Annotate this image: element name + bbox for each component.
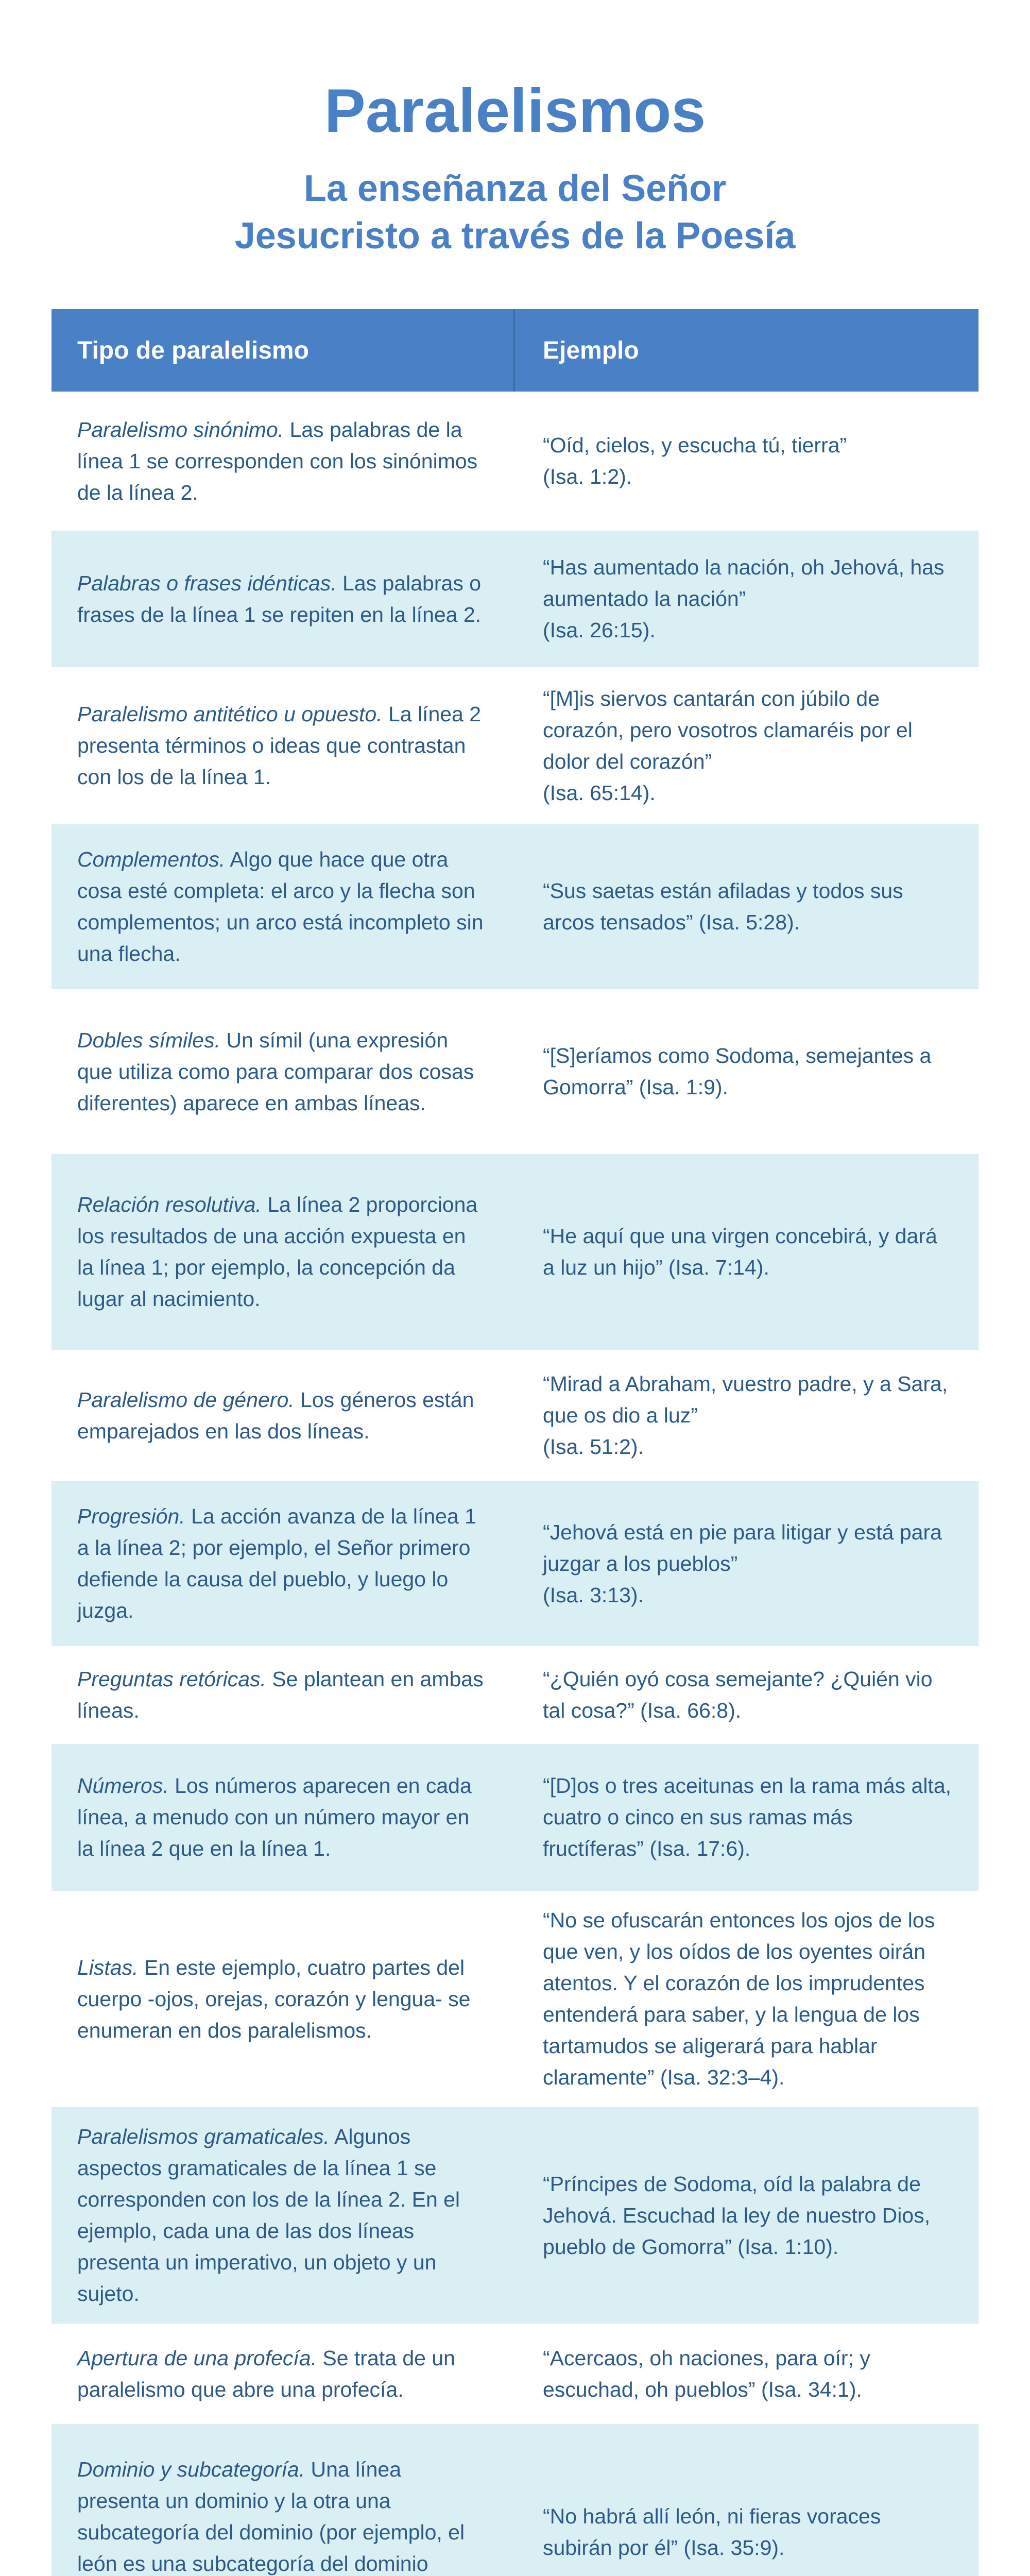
- column-header-type: Tipo de paralelismo: [52, 309, 515, 392]
- table-row: [52, 2107, 978, 2324]
- subtitle-line-1: La enseñanza del Señor: [303, 168, 727, 209]
- example-quote: “¿Quién oyó cosa semejante? ¿Quién vio tal cosa?” (Isa. 66:8).: [543, 1667, 933, 1722]
- type-description: La línea 2 proporciona los resultados de una acción expuesta en la línea 1; por ejemplo, la concepción da lugar al nacimiento.: [77, 1193, 478, 1311]
- example-quote: “Has aumentado la nación, oh Jehová, has aumentado la nación”: [543, 555, 945, 611]
- type-cell: [52, 824, 515, 989]
- type-cell: [52, 1646, 515, 1744]
- example-cell: [515, 824, 978, 989]
- example-cell: [515, 1481, 978, 1646]
- table-row: [52, 1891, 978, 2107]
- type-cell: [52, 667, 515, 824]
- table-row: [52, 1350, 978, 1481]
- example-reference: (Isa. 3:13).: [543, 1583, 644, 1607]
- table-row: [52, 989, 978, 1154]
- example-cell: [515, 392, 978, 531]
- type-description: Los números aparecen en cada línea, a menudo con un número mayor en la línea 2 que en la línea 1.: [77, 1774, 472, 1860]
- example-cell: [515, 531, 978, 667]
- table-row: [52, 2424, 978, 2576]
- type-term: Palabras o frases idénticas.: [77, 571, 337, 595]
- type-description: Algo que hace que otra cosa esté completa: el arco y la flecha son complementos; un arco está incompleto sin una flecha.: [77, 848, 484, 965]
- example-quote: “He aquí que una virgen concebirá, y dará a luz un hijo” (Isa. 7:14).: [543, 1224, 937, 1279]
- type-term: Paralelismos gramaticales.: [77, 2125, 330, 2148]
- example-quote: “[S]eríamos como Sodoma, semejantes a Gomorra” (Isa. 1:9).: [543, 1044, 932, 1099]
- type-term: Dobles símiles.: [77, 1028, 220, 1052]
- example-cell: [515, 2424, 978, 2576]
- example-reference: (Isa. 1:2).: [543, 465, 632, 488]
- type-description: La acción avanza de la línea 1 a la línea 2; por ejemplo, el Señor primero defiende la causa del pueblo, y luego lo juzga.: [77, 1504, 476, 1622]
- example-cell: [515, 1744, 978, 1891]
- example-quote: “No habrá allí león, ni fieras voraces subirán por él” (Isa. 35:9).: [543, 2504, 881, 2560]
- type-cell: [52, 2107, 515, 2324]
- type-description: Algunos aspectos gramaticales de la línea 1 se corresponden con los de la línea 2. En el ejemplo, cada una de las dos líneas presenta un imperativo, un objeto y un sujeto.: [77, 2125, 460, 2306]
- example-quote: “Mirad a Abraham, vuestro padre, y a Sara, que os dio a luz”: [543, 1372, 948, 1427]
- table-row: [52, 824, 978, 989]
- type-term: Relación resolutiva.: [77, 1193, 262, 1216]
- type-term: Dominio y subcategoría.: [77, 2457, 305, 2481]
- type-cell: [52, 1891, 515, 2107]
- type-term: Preguntas retóricas.: [77, 1667, 266, 1691]
- type-term: Paralelismo antitético u opuesto.: [77, 702, 383, 726]
- type-description: Las palabras o frases de la línea 1 se repiten en la línea 2.: [77, 571, 482, 626]
- example-cell: [515, 989, 978, 1154]
- example-reference: (Isa. 51:2).: [543, 1435, 644, 1459]
- example-quote: “[M]is siervos cantarán con júbilo de corazón, pero vosotros clamaréis por el dolor del corazón”: [543, 686, 913, 773]
- type-cell: [52, 1481, 515, 1646]
- table-row: [52, 1744, 978, 1891]
- example-quote: “[D]os o tres aceitunas en la rama más alta, cuatro o cinco en sus ramas más fructíferas” (Isa. 17:6).: [543, 1774, 952, 1860]
- type-term: Complementos.: [77, 848, 226, 871]
- example-cell: [515, 1891, 978, 2107]
- example-quote: “No se ofuscarán entonces los ojos de los que ven, y los oídos de los oyentes oirán atentos. Y el corazón de los imprudentes entenderá para saber, y la lengua de los tartamudos se aligerará para hablar claramente” (Isa. 32:3–4).: [543, 1908, 935, 2089]
- table-row: [52, 1481, 978, 1646]
- type-cell: [52, 2424, 515, 2576]
- example-cell: [515, 1154, 978, 1350]
- type-term: Números.: [77, 1774, 169, 1798]
- type-description: Los géneros están emparejados en las dos líneas.: [77, 1387, 474, 1443]
- type-term: Progresión.: [77, 1504, 185, 1528]
- example-quote: “Príncipes de Sodoma, oíd la palabra de Jehová. Escuchad la ley de nuestro Dios, pueblo de Gomorra” (Isa. 1:10).: [543, 2172, 931, 2259]
- type-cell: [52, 1744, 515, 1891]
- type-description: En este ejemplo, cuatro partes del cuerpo -ojos, orejas, corazón y lengua- se enumeran en dos paralelismos.: [77, 1955, 471, 2042]
- example-reference: (Isa. 26:15).: [543, 618, 656, 642]
- type-description: Se trata de un paralelismo que abre una profecía.: [77, 2346, 455, 2401]
- type-cell: [52, 531, 515, 667]
- page-subtitle: [0, 165, 1030, 260]
- type-description: Un símil (una expresión que utiliza como para comparar dos cosas diferentes) aparece en ambas líneas.: [77, 1028, 474, 1115]
- example-quote: “Jehová está en pie para litigar y está para juzgar a los pueblos”: [543, 1520, 942, 1575]
- example-quote: “Acercaos, oh naciones, para oír; y escuchad, oh pueblos” (Isa. 34:1).: [543, 2346, 870, 2401]
- example-cell: [515, 1646, 978, 1744]
- type-term: Listas.: [77, 1955, 139, 1979]
- example-cell: [515, 2324, 978, 2424]
- table-row: [52, 392, 978, 531]
- example-reference: (Isa. 65:14).: [543, 781, 656, 805]
- table-row: [52, 531, 978, 667]
- subtitle-line-2: Jesucristo a través de la Poesía: [234, 215, 796, 257]
- type-cell: [52, 1350, 515, 1481]
- page-title: Paralelismos: [324, 76, 706, 145]
- table-row: [52, 1154, 978, 1350]
- table-row: [52, 1646, 978, 1744]
- type-cell: [52, 392, 515, 531]
- type-description: Se plantean en ambas líneas.: [77, 1667, 484, 1722]
- type-cell: [52, 2324, 515, 2424]
- table-body: [52, 392, 978, 2576]
- example-quote: “Oíd, cielos, y escucha tú, tierra”: [543, 433, 847, 457]
- example-quote: “Sus saetas están afiladas y todos sus arcos tensados” (Isa. 5:28).: [543, 879, 903, 934]
- example-cell: [515, 2107, 978, 2324]
- table-header: [52, 309, 978, 392]
- type-description: La línea 2 presenta términos o ideas que contrastan con los de la línea 1.: [77, 702, 482, 789]
- type-term: Apertura de una profecía.: [77, 2346, 317, 2370]
- type-cell: [52, 1154, 515, 1350]
- type-term: Paralelismo sinónimo.: [77, 417, 284, 442]
- table-row: [52, 667, 978, 824]
- type-term: Paralelismo de género.: [77, 1387, 295, 1412]
- type-cell: [52, 989, 515, 1154]
- example-cell: [515, 1350, 978, 1481]
- example-cell: [515, 667, 978, 824]
- column-header-example: Ejemplo: [543, 336, 639, 364]
- type-description: Una línea presenta un dominio y la otra una subcategoría del dominio (por ejemplo, el león es una subcategoría del dominio: [77, 2457, 465, 2575]
- type-description: Las palabras de la línea 1 se corresponden con los sinónimos de la línea 2.: [77, 417, 478, 504]
- parallelism-table: [52, 309, 978, 2576]
- table-row: [52, 2324, 978, 2424]
